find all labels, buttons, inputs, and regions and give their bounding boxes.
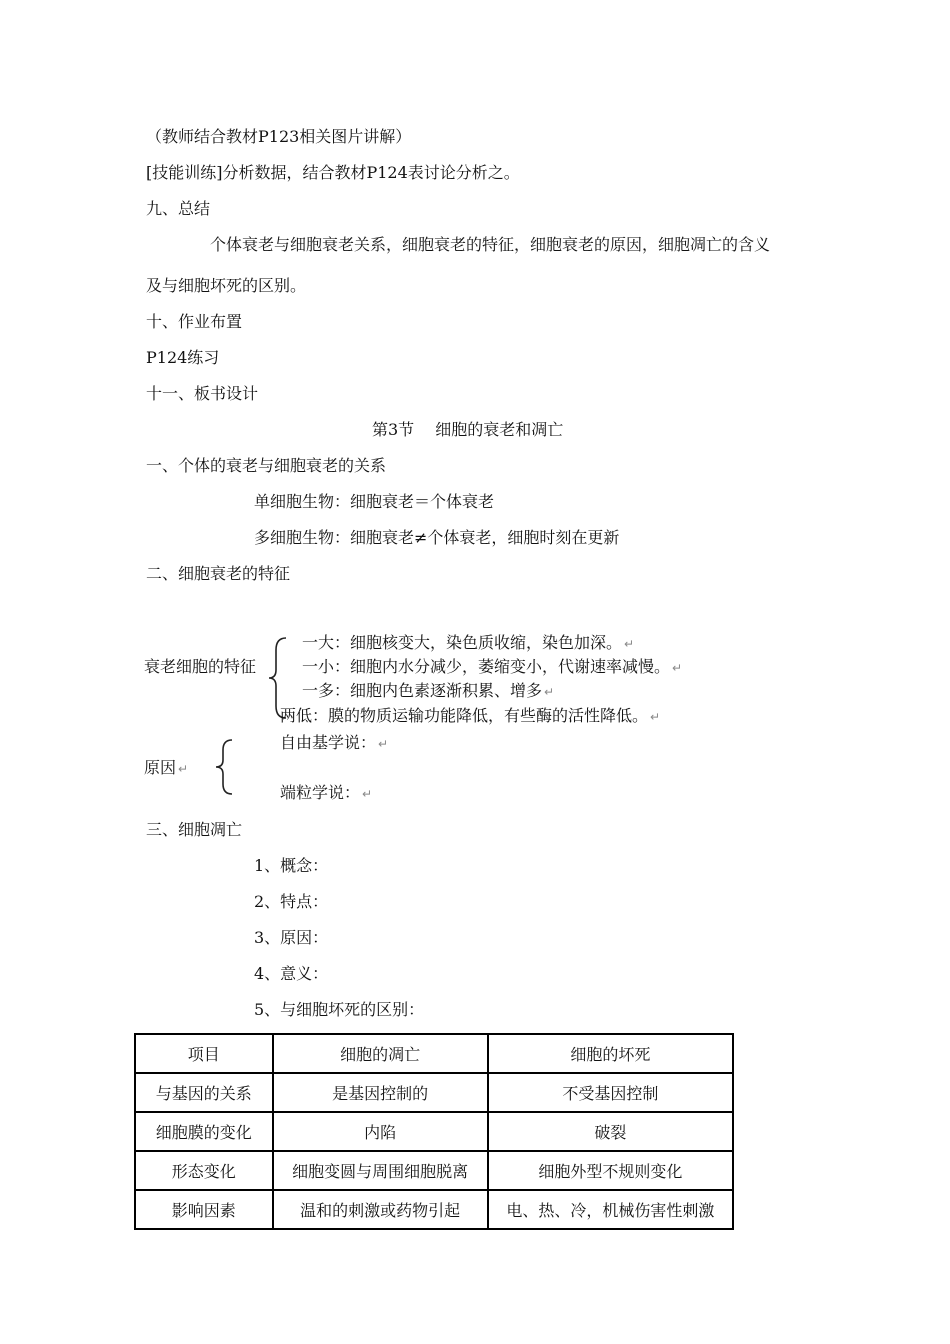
text-line: 多细胞生物：细胞衰老≠个体衰老，细胞时刻在更新	[254, 528, 620, 547]
feature-item: 一小：细胞内水分减少，萎缩变小，代谢速率减慢。 ↵	[302, 657, 683, 676]
brace-icon	[212, 738, 236, 796]
list-item: 5、与细胞坏死的区别：	[254, 1000, 425, 1019]
table-header-cell: 细胞的坏死	[488, 1034, 733, 1073]
table-cell: 细胞膜的变化	[135, 1112, 273, 1151]
table-header-cell: 项目	[135, 1034, 273, 1073]
section-heading: 九、总结	[146, 199, 211, 218]
table-cell: 形态变化	[135, 1151, 273, 1190]
board-title: 第3节 细胞的衰老和凋亡	[372, 420, 564, 439]
section-heading: 一、个体的衰老与细胞衰老的关系	[146, 456, 387, 475]
section-heading: 十一、板书设计	[146, 384, 259, 403]
list-item: 3、原因：	[254, 928, 329, 947]
list-item: 4、意义：	[254, 964, 329, 983]
features-label: 衰老细胞的特征	[144, 657, 257, 676]
feature-item: 一多：细胞内色素逐渐积累、增多 ↵	[302, 681, 555, 700]
table-cell: 细胞外型不规则变化	[488, 1151, 733, 1190]
text-line: 单细胞生物：细胞衰老＝个体衰老	[254, 492, 495, 511]
table-cell: 温和的刺激或药物引起	[273, 1190, 488, 1229]
section-heading: 二、细胞衰老的特征	[146, 564, 291, 583]
text-line: [技能训练]分析数据，结合教材P124表讨论分析之。	[146, 163, 520, 182]
feature-item: 一大：细胞核变大，染色质收缩，染色加深。 ↵	[302, 633, 635, 652]
table-cell: 不受基因控制	[488, 1073, 733, 1112]
table-cell: 电、热、冷，机械伤害性刺激	[488, 1190, 733, 1229]
table-header-row	[135, 1034, 733, 1073]
cause-item: 自由基学说： ↵	[280, 733, 389, 752]
table-cell: 破裂	[488, 1112, 733, 1151]
list-item: 2、特点：	[254, 892, 329, 911]
cause-item: 端粒学说： ↵	[280, 783, 373, 802]
table-row	[135, 1112, 733, 1151]
table-cell: 内陷	[273, 1112, 488, 1151]
table-row	[135, 1073, 733, 1112]
table-cell: 细胞变圆与周围细胞脱离	[273, 1151, 488, 1190]
text-line: （教师结合教材P123相关图片讲解）	[146, 127, 412, 146]
table-cell: 影响因素	[135, 1190, 273, 1229]
section-heading: 三、细胞凋亡	[146, 820, 243, 839]
comparison-table	[134, 1033, 734, 1230]
text-line: 及与细胞坏死的区别。	[146, 276, 307, 295]
table-row	[135, 1190, 733, 1229]
section-heading: 十、作业布置	[146, 312, 243, 331]
text-line: P124练习	[146, 348, 220, 367]
table-cell: 是基因控制的	[273, 1073, 488, 1112]
table-header-cell: 细胞的凋亡	[273, 1034, 488, 1073]
list-item: 1、概念：	[254, 856, 329, 875]
cause-label: 原因 ↵	[144, 758, 189, 777]
text-line: 个体衰老与细胞衰老关系，细胞衰老的特征，细胞衰老的原因，细胞凋亡的含义	[210, 235, 771, 254]
table-row	[135, 1151, 733, 1190]
feature-item: 两低：膜的物质运输功能降低，有些酶的活性降低。 ↵	[280, 706, 661, 725]
table-cell: 与基因的关系	[135, 1073, 273, 1112]
